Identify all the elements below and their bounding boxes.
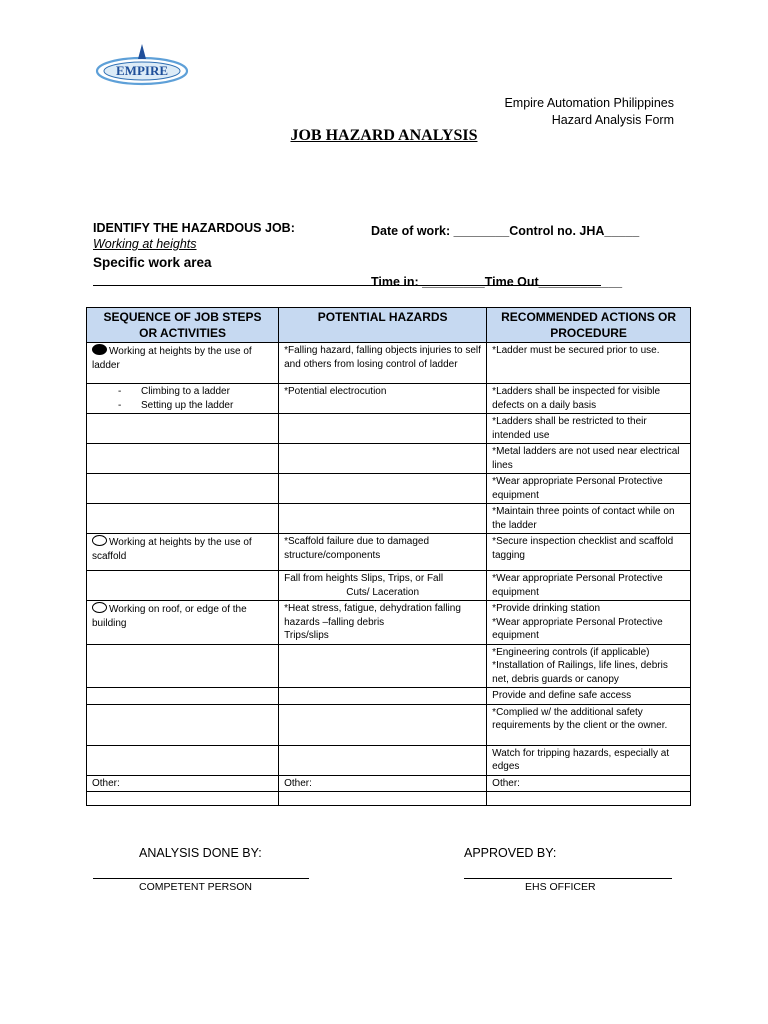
action-cell: Provide and define safe access xyxy=(487,688,691,705)
hazard-cell xyxy=(279,414,487,444)
action-cell: *Complied w/ the additional safety requirements by the client or the owner. xyxy=(487,704,691,745)
competent-person-label: COMPETENT PERSON xyxy=(139,881,252,893)
step-text: Working at heights by the use of scaffold xyxy=(92,537,252,562)
blank-cell[interactable] xyxy=(487,792,691,806)
step-cell xyxy=(87,745,279,775)
hazard-cell xyxy=(279,571,487,601)
table-row xyxy=(87,444,691,474)
analysis-signature-line[interactable] xyxy=(93,878,309,879)
action-cell: *Wear appropriate Personal Protective equipment xyxy=(487,474,691,504)
step-cell xyxy=(87,384,279,414)
step-cell xyxy=(87,688,279,705)
table-row xyxy=(87,474,691,504)
sub-step xyxy=(92,399,273,413)
job-value[interactable]: Working at heights xyxy=(93,237,197,251)
sub-step-text: Climbing to a ladder xyxy=(141,386,230,397)
dash-bullet: - xyxy=(118,386,122,397)
date-time-fields xyxy=(371,189,639,308)
blank-cell[interactable] xyxy=(87,792,279,806)
step-cell xyxy=(87,534,279,571)
form-name: Hazard Analysis Form xyxy=(551,113,674,127)
hazard-text: Cuts/ Laceration xyxy=(346,586,420,598)
hazard-table xyxy=(86,307,691,806)
action-cell: *Wear appropriate Personal Protective equipment xyxy=(487,571,691,601)
table-row-blank xyxy=(87,792,691,806)
header-steps: SEQUENCE OF JOB STEPS OR ACTIVITIES xyxy=(87,308,279,343)
step-cell xyxy=(87,571,279,601)
action-cell: *Metal ladders are not used near electrical lines xyxy=(487,444,691,474)
action-cell: *Ladders shall be inspected for visible defects on a daily basis xyxy=(487,384,691,414)
action-cell: *Secure inspection checklist and scaffold tagging xyxy=(487,534,691,571)
other-hazards-cell[interactable]: Other: xyxy=(279,775,487,792)
table-row xyxy=(87,343,691,384)
step-text: Working at heights by the use of ladder xyxy=(92,346,252,371)
step-cell xyxy=(87,644,279,688)
step-cell xyxy=(87,444,279,474)
step-cell xyxy=(87,414,279,444)
hazard-cell xyxy=(279,444,487,474)
step-cell xyxy=(87,504,279,534)
table-row-other xyxy=(87,775,691,792)
filled-bullet-icon xyxy=(92,344,107,355)
action-cell: Watch for tripping hazards, especially at edges xyxy=(487,745,691,775)
empty-bullet-icon xyxy=(92,535,107,546)
table-row xyxy=(87,571,691,601)
hazard-cell xyxy=(279,644,487,688)
table-row xyxy=(87,688,691,705)
hazard-cell xyxy=(279,504,487,534)
action-cell: *Ladder must be secured prior to use. xyxy=(487,343,691,384)
hazard-cell: *Potential electrocution xyxy=(279,384,487,414)
ehs-officer-label: EHS OFFICER xyxy=(525,881,596,893)
table-row xyxy=(87,414,691,444)
table-header-row xyxy=(87,308,691,343)
step-cell xyxy=(87,704,279,745)
logo-text: EMPIRE xyxy=(116,63,168,78)
table-row xyxy=(87,704,691,745)
table-row xyxy=(87,745,691,775)
sub-step-text: Setting up the ladder xyxy=(141,399,234,411)
action-text: *Installation of Railings, life lines, debris net, debris guards or canopy xyxy=(492,660,668,685)
empire-logo xyxy=(95,42,191,88)
header-hazards: POTENTIAL HAZARDS xyxy=(279,308,487,343)
table-row xyxy=(87,504,691,534)
specific-work-area-line[interactable] xyxy=(93,285,601,286)
hazard-cell xyxy=(279,704,487,745)
action-cell: *Maintain three points of contact while on the ladder xyxy=(487,504,691,534)
action-cell: *Ladders shall be restricted to their intended use xyxy=(487,414,691,444)
time-line[interactable]: Time in: _________Time Out____________ xyxy=(371,275,623,289)
table-row xyxy=(87,384,691,414)
other-steps-cell[interactable]: Other: xyxy=(87,775,279,792)
table-row xyxy=(87,534,691,571)
action-cell xyxy=(487,644,691,688)
approved-signature-line[interactable] xyxy=(464,878,672,879)
blank-cell[interactable] xyxy=(279,792,487,806)
hazard-cell: *Scaffold failure due to damaged structure/components xyxy=(279,534,487,571)
hazard-text: *Heat stress, fatigue, dehydration falling hazards –falling debris xyxy=(284,603,461,628)
company-name: Empire Automation Philippines xyxy=(504,96,674,110)
sub-step xyxy=(92,385,273,399)
hazard-text: Trips/slips xyxy=(284,630,329,641)
action-cell xyxy=(487,601,691,645)
table-row xyxy=(87,601,691,645)
hazard-cell: *Falling hazard, falling objects injuries to self and others from losing control of ladder xyxy=(279,343,487,384)
action-text: *Wear appropriate Personal Protective equipment xyxy=(492,616,663,641)
hazard-cell xyxy=(279,745,487,775)
step-cell xyxy=(87,343,279,384)
hazard-text: Fall from heights Slips, Trips, or Fall xyxy=(284,573,444,584)
step-text: Working on roof, or edge of the building xyxy=(92,604,247,629)
identify-job-label: IDENTIFY THE HAZARDOUS JOB: xyxy=(93,221,295,235)
action-text: *Engineering controls (if applicable) xyxy=(492,646,650,658)
company-header xyxy=(504,95,674,129)
action-text: *Provide drinking station xyxy=(492,603,601,614)
page-title: JOB HAZARD ANALYSIS xyxy=(290,127,478,144)
specific-work-area-label: Specific work area xyxy=(93,255,212,270)
hazard-cell xyxy=(279,688,487,705)
header-actions: RECOMMENDED ACTIONS OR PROCEDURE xyxy=(487,308,691,343)
step-cell xyxy=(87,474,279,504)
other-actions-cell[interactable]: Other: xyxy=(487,775,691,792)
step-cell xyxy=(87,601,279,645)
hazard-cell xyxy=(279,601,487,645)
table-row xyxy=(87,644,691,688)
dash-bullet: - xyxy=(118,399,122,411)
date-control-line[interactable]: Date of work: ________Control no. JHA_____ xyxy=(371,224,640,238)
analysis-done-by-label: ANALYSIS DONE BY: xyxy=(139,846,262,860)
hazard-cell xyxy=(279,474,487,504)
empty-bullet-icon xyxy=(92,602,107,613)
approved-by-label: APPROVED BY: xyxy=(464,846,557,860)
